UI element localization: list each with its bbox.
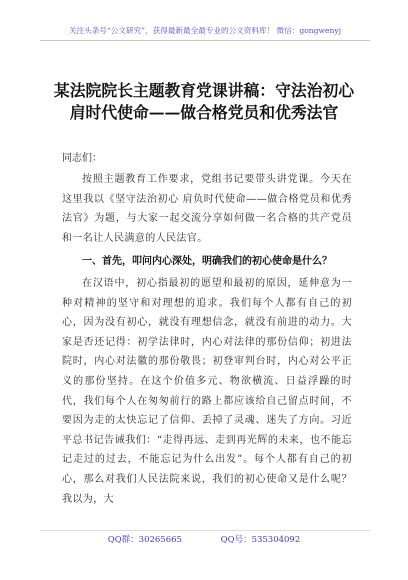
section-heading-1: 一、首先，叩问内心深处，明确我们的初心使命是什么？ [82, 256, 332, 267]
paragraph-2: 在汉语中，初心指最初的愿望和最初的原因，延伸意为一种对精神的坚守和对理想的追求。我们每个人都有自己的初心，因为没有初心，就没有理想信念，就没有前进的动力。大家是否还记得：初学法律时，内心对法律的那份信仰；初进法院时，内心对法徽的那份敬畏；初登审判台时，内心对公平正义的那份坚持。在这个价值多元、物欲横流、日益浮躁的时代，我们每个人在匆匆前行的路上都应该给自己留点时间，不要因为走的太快忘记了信仰、丢掉了灵魂、迷失了方向。习近平总书记告诫我们：“走得再远、走到再光辉的未来，也不能忘记走过的过去，不能忘记为什么出发”。每个人都有自己的初心，那么对我们人民法院来说，我们的初心使命又是什么呢？我以为，大 [62, 278, 352, 505]
header-notice: 关注头条号“公文研究”，获得最新最全最专业的公文资料库！ 微信：gongwenyj [68, 26, 342, 35]
header-divider [40, 40, 370, 41]
paragraph-1: 按照主题教育工作要求，党组书记要带头讲党课。今天在这里我以《坚守法治初心 肩负时代使命——做合格党员和优秀法官》为题，与大家一起交流分享如何做一名合格的共产党员和一名让人民满意的人民法官。 [62, 174, 352, 244]
footer-qq-group: QQ群：30265665 [107, 535, 182, 545]
footer-contact [0, 534, 408, 546]
salutation: 同志们： [62, 153, 102, 164]
title-line-1: 某法院院长主题教育党课讲稿：守法治初心 [53, 81, 355, 100]
title-line-2: 肩时代使命——做合格党员和优秀法官 [69, 103, 339, 122]
document-title [34, 80, 374, 124]
footer-divider [40, 530, 370, 531]
footer-qq-number: QQ号：535304092 [220, 535, 301, 545]
